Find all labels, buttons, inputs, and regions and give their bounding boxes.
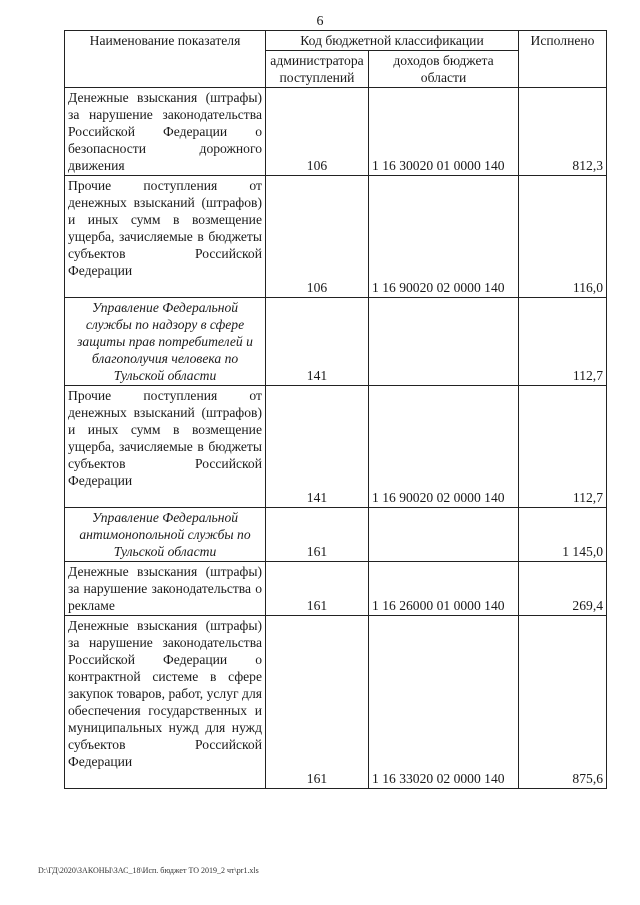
table-row — [65, 176, 607, 298]
admin-code: 141 — [266, 298, 369, 386]
executed-amount: 116,0 — [519, 176, 607, 298]
income-code — [369, 508, 519, 562]
header-code-group: Код бюджетной классификации — [266, 31, 519, 51]
header-admin-column: администратора поступлений — [266, 51, 369, 88]
agency-name: Управление Федеральной антимонопольной службы по Тульской области — [65, 508, 266, 562]
indicator-name: Прочие поступления от денежных взысканий (штрафов) и иных сумм в возмещение ущерба, зачисляемые в бюджеты субъектов Российской Федерации — [65, 386, 266, 508]
indicator-name: Прочие поступления от денежных взысканий (штрафов) и иных сумм в возмещение ущерба, зачисляемые в бюджеты субъектов Российской Федерации — [65, 176, 266, 298]
agency-name: Управление Федеральной службы по надзору в сфере защиты прав потребителей и благополучия человека по Тульской области — [65, 298, 266, 386]
budget-table — [64, 30, 607, 789]
admin-code: 161 — [266, 562, 369, 616]
executed-amount: 1 145,0 — [519, 508, 607, 562]
indicator-name: Денежные взыскания (штрафы) за нарушение законодательства Российской Федерации о контрактной системе в сфере закупок товаров, работ, услуг для обеспечения государственных и муниципальных нужд для нужд субъектов Российской Федерации — [65, 616, 266, 789]
table-row — [65, 386, 607, 508]
header-name-column: Наименование показателя — [65, 31, 266, 88]
executed-amount: 812,3 — [519, 88, 607, 176]
table-row — [65, 616, 607, 789]
table-row — [65, 88, 607, 176]
executed-amount: 269,4 — [519, 562, 607, 616]
income-code — [369, 298, 519, 386]
income-code: 1 16 33020 02 0000 140 — [369, 616, 519, 789]
indicator-name: Денежные взыскания (штрафы) за нарушение законодательства о рекламе — [65, 562, 266, 616]
income-code: 1 16 30020 01 0000 140 — [369, 88, 519, 176]
table-row — [65, 562, 607, 616]
admin-code: 106 — [266, 176, 369, 298]
header-income-column: доходов бюджета области — [369, 51, 519, 88]
executed-amount: 112,7 — [519, 386, 607, 508]
table-row — [65, 298, 607, 386]
file-path-footer: D:\ГД\2020\ЗАКОНЫ\ЗАС_18\Исп. бюджет ТО 2019_2 чт\pr1.xls — [38, 866, 259, 875]
income-code: 1 16 90020 02 0000 140 — [369, 176, 519, 298]
header-executed-column: Исполнено — [519, 31, 607, 88]
indicator-name: Денежные взыскания (штрафы) за нарушение законодательства Российской Федерации о безопасности дорожного движения — [65, 88, 266, 176]
admin-code: 141 — [266, 386, 369, 508]
admin-code: 106 — [266, 88, 369, 176]
executed-amount: 112,7 — [519, 298, 607, 386]
executed-amount: 875,6 — [519, 616, 607, 789]
admin-code: 161 — [266, 616, 369, 789]
income-code: 1 16 26000 01 0000 140 — [369, 562, 519, 616]
income-code: 1 16 90020 02 0000 140 — [369, 386, 519, 508]
page-number: 6 — [316, 14, 324, 29]
table-row — [65, 508, 607, 562]
admin-code: 161 — [266, 508, 369, 562]
